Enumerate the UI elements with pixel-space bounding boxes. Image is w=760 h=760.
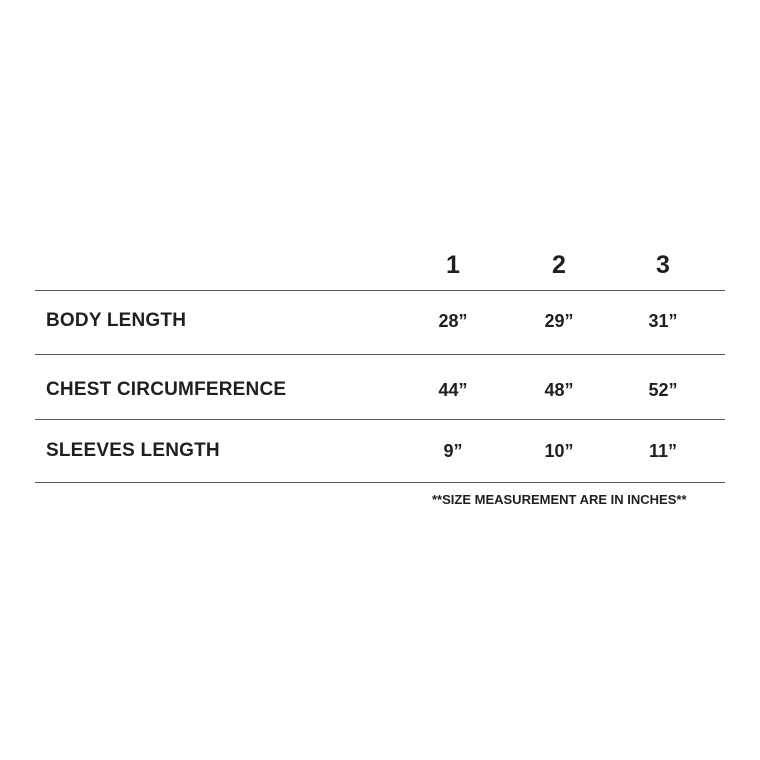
row-divider xyxy=(35,419,725,420)
cell-body-length-size-2: 29” xyxy=(544,311,574,331)
row-label-chest-circumference: CHEST CIRCUMFERENCE xyxy=(46,379,287,400)
cell-chest-size-1: 44” xyxy=(438,380,468,400)
row-label-body-length: BODY LENGTH xyxy=(46,310,187,331)
cell-sleeves-size-3: 11” xyxy=(648,441,678,461)
size-header-3: 3 xyxy=(656,251,670,279)
cell-sleeves-size-2: 10” xyxy=(544,441,574,461)
measurement-footnote: **SIZE MEASUREMENT ARE IN INCHES** xyxy=(432,492,687,507)
cell-sleeves-size-1: 9” xyxy=(443,441,463,461)
table-bottom-divider xyxy=(35,482,725,483)
cell-body-length-size-3: 31” xyxy=(648,311,678,331)
row-label-sleeves-length: SLEEVES LENGTH xyxy=(46,440,220,461)
header-divider xyxy=(35,290,725,291)
size-header-1: 1 xyxy=(446,251,460,279)
cell-chest-size-3: 52” xyxy=(648,380,678,400)
row-divider xyxy=(35,354,725,355)
size-header-2: 2 xyxy=(552,251,566,279)
cell-chest-size-2: 48” xyxy=(544,380,574,400)
cell-body-length-size-1: 28” xyxy=(438,311,468,331)
